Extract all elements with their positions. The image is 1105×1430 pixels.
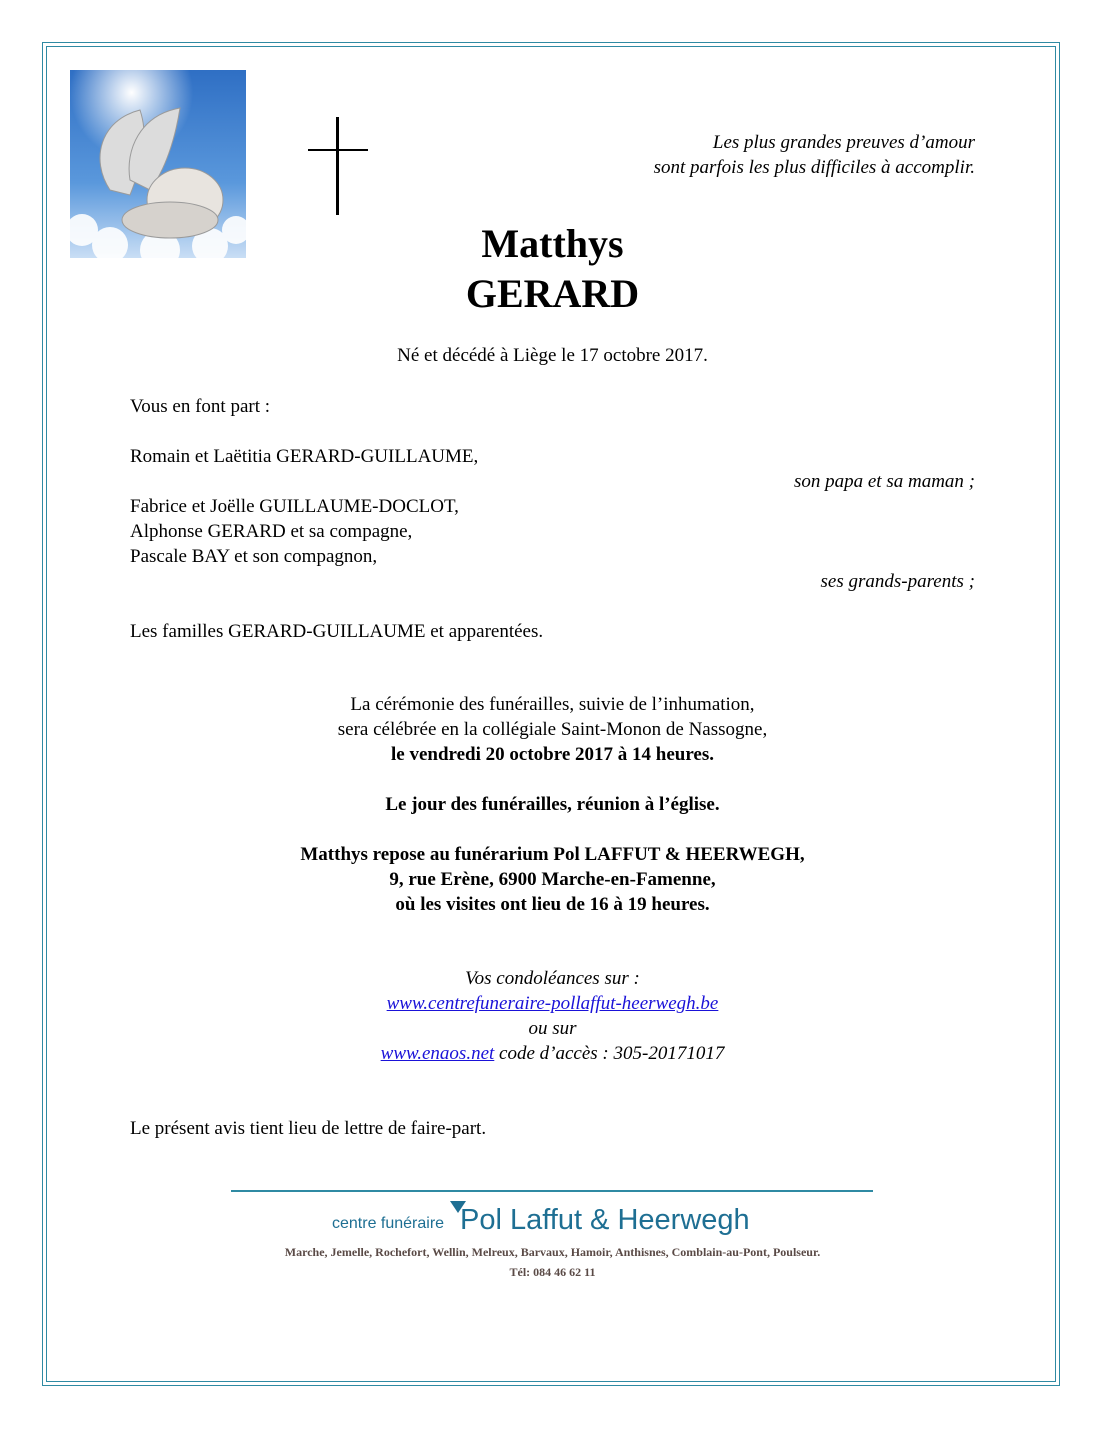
funerarium-address: 9, rue Erène, 6900 Marche-en-Famenne, bbox=[389, 869, 716, 890]
enaos-row bbox=[0, 1041, 1105, 1066]
families-line: Les familles GERARD-GUILLAUME et apparentées. bbox=[130, 621, 544, 642]
announcement-intro: Vous en font part : bbox=[130, 396, 271, 417]
grandparents-role: ses grands-parents ; bbox=[820, 571, 975, 592]
deceased-first-name: Matthys bbox=[481, 221, 624, 266]
church-meeting: Le jour des funérailles, réunion à l’église. bbox=[385, 794, 720, 815]
quote bbox=[654, 130, 975, 180]
visiting-hours: où les visites ont lieu de 16 à 19 heures. bbox=[395, 894, 710, 915]
quote-line-2: sont parfois les plus difficiles à accomplir. bbox=[653, 157, 975, 178]
funeral-center-link[interactable]: www.centrefuneraire-pollaffut-heerwegh.be bbox=[386, 993, 719, 1014]
grandparent-line: Alphonse GERARD et sa compagne, bbox=[130, 521, 413, 542]
quote-line-1: Les plus grandes preuves d’amour bbox=[712, 132, 975, 153]
grandparent-line: Pascale BAY et son compagnon, bbox=[130, 546, 378, 567]
enaos-link[interactable]: www.enaos.net bbox=[380, 1043, 495, 1064]
ceremony-date: le vendredi 20 octobre 2017 à 14 heures. bbox=[391, 744, 714, 765]
logo-company-name: Pol Laffut & Heerwegh bbox=[460, 1204, 750, 1236]
parents-line: Romain et Laëtitia GERARD-GUILLAUME, bbox=[130, 446, 479, 467]
condolences-label: Vos condoléances sur : bbox=[465, 968, 640, 989]
cross-icon bbox=[308, 117, 368, 215]
logo-phone: Tél: 084 46 62 11 bbox=[509, 1265, 596, 1279]
ceremony-line-1: La cérémonie des funérailles, suivie de l’inhumation, bbox=[350, 694, 755, 715]
condolences-link-row bbox=[0, 991, 1105, 1016]
grandparent-line: Fabrice et Joëlle GUILLAUME-DOCLOT, bbox=[130, 496, 459, 517]
logo-divider bbox=[231, 1190, 873, 1192]
closing-line: Le présent avis tient lieu de lettre de faire-part. bbox=[130, 1118, 487, 1139]
funerarium-line-1: Matthys repose au funérarium Pol LAFFUT & HEERWEGH, bbox=[300, 844, 805, 865]
condolences-or: ou sur bbox=[528, 1018, 577, 1039]
ceremony-line-2: sera célébrée en la collégiale Saint-Monon de Nassogne, bbox=[337, 719, 768, 740]
logo-towns: Marche, Jemelle, Rochefort, Wellin, Melreux, Barvaux, Hamoir, Anthisnes, Comblain-au-Pont, Poulseur. bbox=[284, 1245, 821, 1259]
deceased-last-name: GERARD bbox=[465, 271, 640, 316]
birth-death-line: Né et décédé à Liège le 17 octobre 2017. bbox=[397, 345, 708, 366]
logo-small-text: centre funéraire bbox=[332, 1215, 445, 1232]
parents-role: son papa et sa maman ; bbox=[793, 471, 975, 492]
access-code: code d’accès : 305-20171017 bbox=[494, 1043, 725, 1064]
